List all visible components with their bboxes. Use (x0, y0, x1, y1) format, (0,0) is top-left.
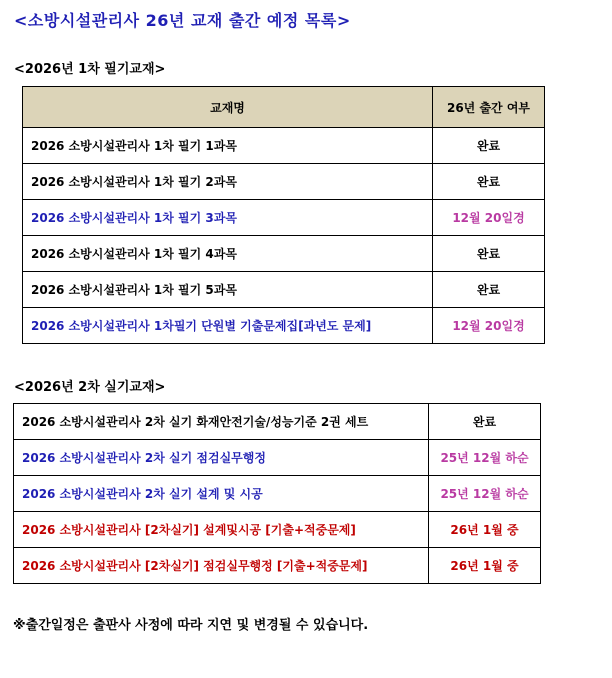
page-title: <소방시설관리사 26년 교재 출간 예정 목록> (14, 11, 351, 30)
publish-status-cell: 완료 (433, 128, 545, 164)
section-heading-second-exam: <2026년 2차 실기교재> (14, 380, 166, 395)
publish-status-cell: 완료 (433, 164, 545, 200)
book-name-cell: 2026 소방시설관리사 1차 필기 1과목 (23, 128, 433, 164)
publish-status-cell: 완료 (433, 272, 545, 308)
table-row (23, 308, 545, 344)
publish-status-cell: 완료 (433, 236, 545, 272)
book-name-cell: 2026 소방시설관리사 1차 필기 2과목 (23, 164, 433, 200)
column-header-book-name: 교재명 (23, 87, 433, 128)
publish-status-cell: 25년 12월 하순 (429, 440, 541, 476)
table-row (14, 548, 541, 584)
table-row (23, 272, 545, 308)
second-exam-book-table (13, 403, 541, 584)
publish-status-cell: 완료 (429, 404, 541, 440)
book-name-cell: 2026 소방시설관리사 [2차실기] 설계및시공 [기출+적중문제] (14, 512, 429, 548)
table-row (23, 164, 545, 200)
table-row (23, 200, 545, 236)
publish-status-cell: 12월 20일경 (433, 200, 545, 236)
book-name-cell: 2026 소방시설관리사 2차 실기 화재안전기술/성능기준 2권 세트 (14, 404, 429, 440)
book-name-cell: 2026 소방시설관리사 1차 필기 4과목 (23, 236, 433, 272)
table-row (14, 512, 541, 548)
book-name-cell: 2026 소방시설관리사 [2차실기] 점검실무행정 [기출+적중문제] (14, 548, 429, 584)
publish-status-cell: 12월 20일경 (433, 308, 545, 344)
table-header-row (23, 87, 545, 128)
book-name-cell: 2026 소방시설관리사 1차필기 단원별 기출문제집[과년도 문제] (23, 308, 433, 344)
book-name-cell: 2026 소방시설관리사 1차 필기 3과목 (23, 200, 433, 236)
table-row (23, 236, 545, 272)
first-exam-book-table (22, 86, 545, 344)
table-row (14, 404, 541, 440)
publish-status-cell: 26년 1월 중 (429, 548, 541, 584)
table-row (23, 128, 545, 164)
table-row (14, 476, 541, 512)
publish-status-cell: 25년 12월 하순 (429, 476, 541, 512)
publish-status-cell: 26년 1월 중 (429, 512, 541, 548)
table-row (14, 440, 541, 476)
column-header-publish-status: 26년 출간 여부 (433, 87, 545, 128)
book-name-cell: 2026 소방시설관리사 1차 필기 5과목 (23, 272, 433, 308)
book-name-cell: 2026 소방시설관리사 2차 실기 설계 및 시공 (14, 476, 429, 512)
publication-notice: ※출간일정은 출판사 사정에 따라 지연 및 변경될 수 있습니다. (13, 618, 369, 633)
section-heading-first-exam: <2026년 1차 필기교재> (14, 62, 166, 77)
book-name-cell: 2026 소방시설관리사 2차 실기 점검실무행정 (14, 440, 429, 476)
